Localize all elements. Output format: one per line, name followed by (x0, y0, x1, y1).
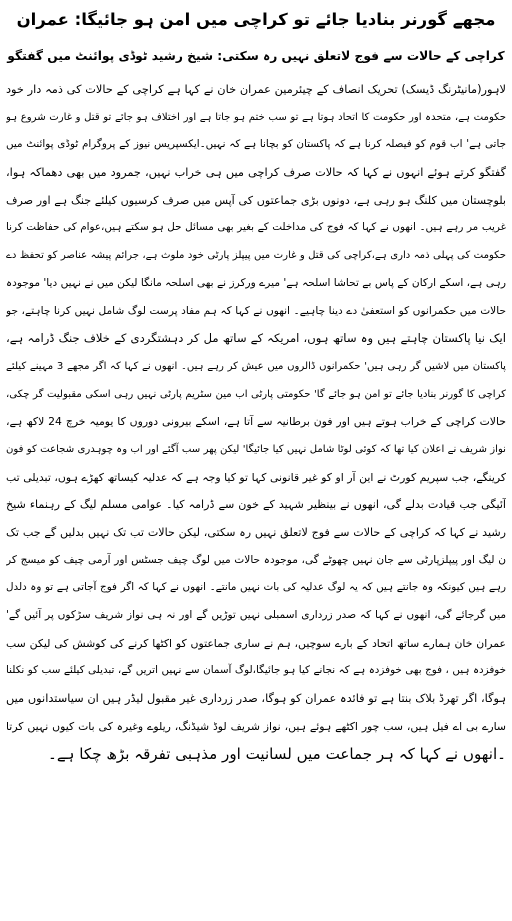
article-line: کرینگے، جب سپریم کورٹ نے این آر او کو غیر قانونی کہا تو کیا وجہ ہے کہ عدلیہ کیساتھ کھڑے ہوں، تبدیلی تب (6, 470, 506, 484)
article-line: خوفزدہ ہیں ، فوج بھی خوفزدہ ہے کہ نجانے کیا ہو جائیگا،لوگ آسمان سے نہیں اتریں گے، تبدیلی کیلئے سب کو نکلنا (6, 664, 506, 677)
article-line: بلوچستان میں کلنگ ہو رہی ہے، دونوں بڑی جماعتوں کی آپس میں صرف کرسیوں کیلئے جنگ ہے اور صرف (6, 193, 506, 207)
article-line: گفتگو کرتے ہوئے انہوں نے کہا کہ حالات صرف کراچی میں ہی خراب نہیں، جمرود میں بھی دھماکہ ہوا، (6, 165, 506, 180)
article-line: حالات کراچی کے خراب ہوتے ہیں اور فون برطانیہ سے آتا ہے، اسکے بیرونی دوروں کا یومیہ خرچ 24 لاکھ ہے، (6, 415, 506, 429)
article-line: حکومت ہے، متحدہ اور حکومت کا اتحاد ہوتا ہے تو سب ختم ہو جاتا ہے اور اختلاف ہو جائے تو قتل و غارت شروع ہو (6, 111, 506, 123)
article-line: کراچی کا گورنر بنادیا جائے تو امن ہو جائے گا' حکومتی پارٹی اب مین سٹریم پارٹی نہیں رہی اسکی مقبولیت گر چکی، (6, 388, 506, 400)
article-line: پاکستان میں لاشیں گر رہی ہیں' حکمرانوں ڈالروں میں عیش کر رہے ہیں۔ انھوں نے کہا کہ اگر مجھے 3 مہینے کیلئے (6, 360, 506, 372)
article-line: عمران خان ہمارے ساتھ اتحاد کے بارے سوچیں، ہم نے ساری جماعتوں کو اکٹھا کرنے کی کوشش کی لیکن سب (6, 636, 506, 650)
article-line: جاتی ہے' اب قوم کو فیصلہ کرنا ہے کہ پاکستان کو بچانا ہے کہ نہیں۔ایکسپریس نیوز کے پروگرام ٹوڈی پوائنٹ میں (6, 138, 506, 151)
article-line: میں گرجائے گی، انھوں نے کہا کہ صدر زرداری اسمبلی نہیں توڑیں گے اور نہ ہی نواز شریف سڑکوں پر آئیں گے' (6, 609, 506, 622)
article-line: غریب مر رہے ہیں۔ انھوں نے کہا کہ فوج کی مداخلت کے بغیر بھی مسائل حل ہو سکتے ہیں،عوام کی حفاظت کرنا (6, 221, 506, 234)
article-line: لاہور(مانیٹرنگ ڈیسک) تحریک انصاف کے چیئرمین عمران خان نے کہا ہے کراچی کے حالات کی ذمہ دار خود (6, 82, 506, 96)
headline-primary: مجھے گورنر بنادیا جائے تو کراچی میں امن ہو جائیگا: عمران (16, 10, 496, 29)
article-line: رشید نے کہا کہ کراچی کے حالات سے فوج لاتعلق نہیں رہ سکتی، لیکن حالات تب تک نہیں بدلیں گے جب تک (6, 526, 506, 539)
article-line: حالات میں حکمرانوں کو استعفیٰ دے دینا چاہیے۔ انھوں نے کہا کہ ہم مفاد پرست لوگ شامل نہیں کرنا چاہتے، جو (6, 304, 506, 317)
article-line: ایک نیا پاکستان چاہتے ہیں وہ ساتھ ہوں، امریکہ کے ساتھ مل کر دہشتگردی کے خلاف جنگ ڈرامہ ہے، (6, 331, 506, 346)
article-line: ن لیگ اور پیپلزپارٹی سے جان نہیں چھوٹے گی، موجودہ حالات میں لوگ چیف جسٹس اور آرمی چیف کو میسج کر (6, 553, 506, 566)
article-line: حکومت کی پہلی ذمہ داری ہے،کراچی کی قتل و غارت میں پیپلز پارٹی خود ملوث ہے، جرائم پیشہ عناصر کو تحفظ دے (6, 250, 506, 262)
headline-secondary: کراچی کے حالات سے فوج لاتعلق نہیں رہ سکتی: شیخ رشید ٹوڈی پوائنٹ میں گفتگو (7, 49, 505, 63)
article-body (6, 76, 506, 768)
article-line: سارے بی اے فیل ہیں، سب چور اکٹھے ہوئے ہیں، نواز شریف لوڈ شیڈنگ، ریلوے وغیرہ کی بات کیوں نہیں کرتا (6, 719, 506, 733)
article-line: رہی ہے، اسکے ارکان کے پاس بے تحاشا اسلحہ ہے' میرے ورکرز نے بھی اسلحہ مانگا لیکن میں نے نہیں دیا' موجودہ (6, 276, 506, 289)
article-line: نواز شریف نے اعلان کیا تھا کہ کوئی لوٹا شامل نہیں کیا جائیگا' لیکن پھر سب آگئے اور اب وہ چوہدری شجاعت کو فون (6, 443, 506, 455)
article-line: آئیگی جب قیادت بدلے گی، انھوں نے بینظیر شہید کے خون سے ڈرامہ کیا۔ عوامی مسلم لیگ کے رہنماء شیخ (6, 498, 506, 512)
article-line: ہوگا، اگر تھرڈ بلاک بنتا ہے تو فائدہ عمران کو ہوگا، صدر زرداری غیر مقبول لیڈر ہیں ان سیاستدانوں میں (6, 691, 506, 706)
article-line: رہے ہیں کیونکہ وہ جانتے ہیں کہ یہ لوگ عدلیہ کی بات نہیں مانتے۔ انھوں نے کہا کہ اگر فوج آجاتی ہے تو وہ دلدل (6, 581, 506, 594)
article-line: ۔انھوں نے کہا کہ ہر جماعت میں لسانیت اور مذہبی تفرقہ بڑھ چکا ہے۔ (47, 744, 506, 763)
